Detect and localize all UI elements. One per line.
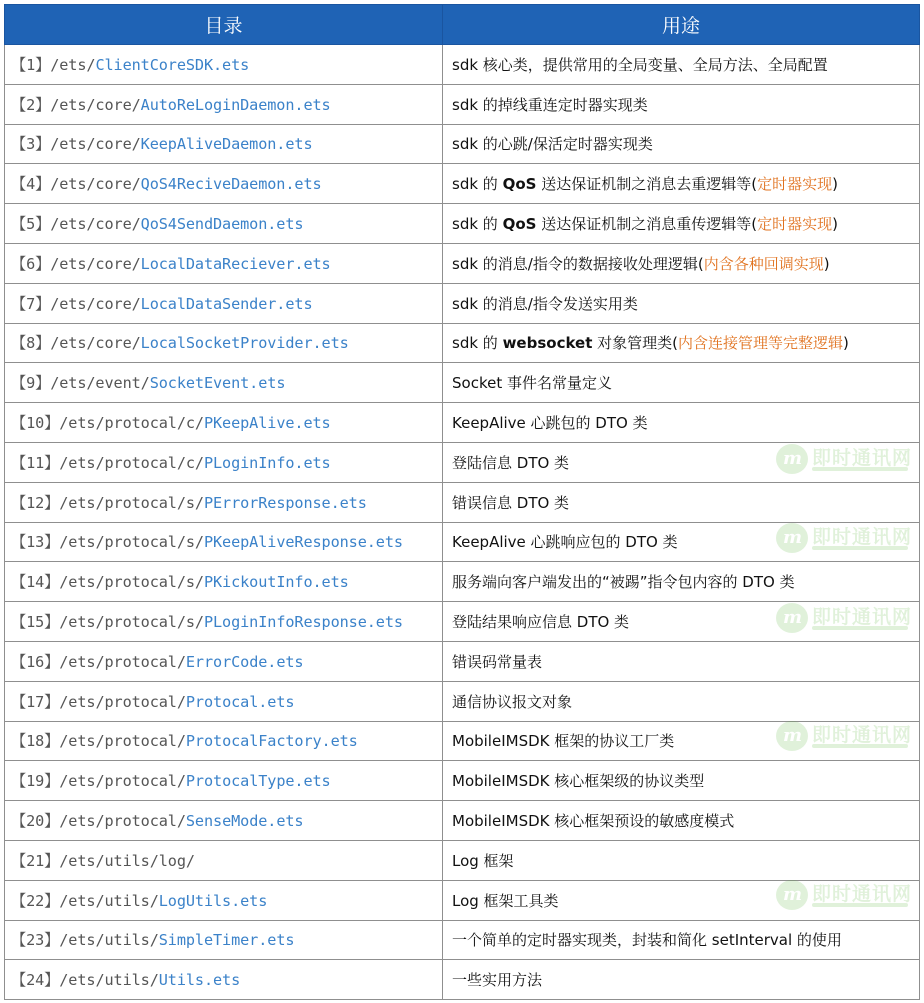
purpose-cell (443, 84, 920, 124)
purpose-text: ) (843, 334, 849, 353)
table-row (5, 323, 920, 363)
table-header-row (5, 5, 920, 45)
file-name-link: ErrorCode.ets (185, 652, 304, 671)
directory-path: /ets/utils/ (59, 931, 159, 950)
purpose-text: ) (832, 175, 838, 194)
purpose-cell (443, 243, 920, 283)
watermark-logo-letter: m (783, 448, 803, 469)
purpose-text: KeepAlive 心跳响应包的 DTO 类 (452, 533, 678, 552)
purpose-bold-term: websocket (502, 334, 593, 353)
directory-cell (5, 283, 443, 323)
file-name-link: ProtocalType.ets (185, 772, 331, 791)
row-index: 【11】 (11, 453, 60, 472)
table-row (5, 482, 920, 522)
file-name-link: LocalDataSender.ets (140, 294, 313, 313)
purpose-text: MobileIMSDK 框架的协议工厂类 (452, 732, 675, 751)
table-row (5, 45, 920, 85)
directory-path: /ets/protocal/ (59, 772, 186, 791)
purpose-text: sdk 的 (452, 334, 503, 353)
purpose-text: 通信协议报文对象 (452, 692, 573, 711)
row-index: 【1】 (11, 55, 51, 74)
purpose-cell (443, 880, 920, 920)
row-index: 【21】 (11, 851, 60, 870)
table-row (5, 522, 920, 562)
watermark-logo-letter: m (783, 884, 803, 905)
watermark-text: 即时通讯网 (812, 606, 913, 628)
purpose-highlight: 内含连接管理等完整逻辑 (678, 334, 844, 353)
row-index: 【4】 (11, 175, 51, 194)
file-name-link: SenseMode.ets (185, 812, 304, 831)
purpose-text: ) (832, 215, 838, 234)
directory-path: /ets/core/ (50, 175, 141, 194)
directory-cell (5, 761, 443, 801)
purpose-cell (443, 363, 920, 403)
purpose-text: Log 框架工具类 (452, 891, 559, 910)
file-name-link: PLoginInfoResponse.ets (203, 613, 403, 632)
directory-cell (5, 124, 443, 164)
directory-cell (5, 602, 443, 642)
directory-cell (5, 721, 443, 761)
file-name-link: Utils.ets (158, 971, 241, 990)
row-index: 【18】 (11, 732, 60, 751)
file-directory-table (4, 4, 920, 1000)
file-name-link: PErrorResponse.ets (203, 493, 367, 512)
file-name-link: PKickoutInfo.ets (203, 573, 349, 592)
table-row (5, 880, 920, 920)
purpose-text: 错误信息 DTO 类 (452, 493, 570, 512)
row-index: 【20】 (11, 812, 60, 831)
row-index: 【22】 (11, 891, 60, 910)
row-index: 【19】 (11, 772, 60, 791)
file-name-link: ProtocalFactory.ets (185, 732, 358, 751)
directory-path: /ets/protocal/s/ (59, 613, 204, 632)
purpose-cell (443, 761, 920, 801)
directory-path: /ets/protocal/c/ (59, 453, 204, 472)
table-row (5, 681, 920, 721)
purpose-text: 登陆信息 DTO 类 (452, 453, 570, 472)
row-index: 【15】 (11, 613, 60, 632)
row-index: 【12】 (11, 493, 60, 512)
directory-path: /ets/protocal/c/ (59, 414, 204, 433)
table-row (5, 243, 920, 283)
directory-path: /ets/core/ (50, 215, 141, 234)
row-index: 【14】 (11, 573, 60, 592)
row-index: 【16】 (11, 652, 60, 671)
directory-path: /ets/core/ (50, 135, 141, 154)
directory-path: /ets/utils/ (59, 891, 159, 910)
file-name-link: QoS4SendDaemon.ets (140, 215, 304, 234)
watermark-text: 即时通讯网 (812, 526, 913, 548)
watermark-logo-letter: m (783, 607, 803, 628)
file-name-link: PKeepAliveResponse.ets (203, 533, 403, 552)
purpose-cell (443, 403, 920, 443)
purpose-text: sdk 的 (452, 175, 503, 194)
purpose-text: MobileIMSDK 核心框架预设的敏感度模式 (452, 812, 735, 831)
directory-cell (5, 243, 443, 283)
directory-cell (5, 880, 443, 920)
file-name-link: PLoginInfo.ets (203, 453, 331, 472)
purpose-cell (443, 681, 920, 721)
file-name-link: Protocal.ets (185, 692, 295, 711)
directory-cell (5, 641, 443, 681)
purpose-bold-term: QoS (502, 215, 537, 234)
table-row (5, 84, 920, 124)
row-index: 【5】 (11, 215, 51, 234)
directory-cell (5, 801, 443, 841)
table-row (5, 960, 920, 1000)
table-row (5, 562, 920, 602)
purpose-text: MobileIMSDK 核心框架级的协议类型 (452, 772, 705, 791)
purpose-text: sdk 的消息/指令的数据接收处理逻辑( (452, 254, 704, 273)
table-row (5, 283, 920, 323)
directory-path: /ets/protocal/s/ (59, 573, 204, 592)
watermark-text: 即时通讯网 (812, 724, 913, 746)
row-index: 【9】 (11, 374, 51, 393)
purpose-cell (443, 920, 920, 960)
directory-cell (5, 164, 443, 204)
table-row (5, 721, 920, 761)
purpose-text: 一些实用方法 (452, 971, 543, 990)
file-name-link: ClientCoreSDK.ets (95, 55, 250, 74)
purpose-text: sdk 核心类，提供常用的全局变量、全局方法、全局配置 (452, 55, 828, 74)
row-index: 【17】 (11, 692, 60, 711)
table-row (5, 442, 920, 482)
purpose-text: 一个简单的定时器实现类，封装和简化 setInterval 的使用 (452, 931, 842, 950)
purpose-cell (443, 45, 920, 85)
purpose-cell (443, 323, 920, 363)
row-index: 【3】 (11, 135, 51, 154)
directory-cell (5, 45, 443, 85)
purpose-cell (443, 283, 920, 323)
row-index: 【13】 (11, 533, 60, 552)
table-row (5, 641, 920, 681)
directory-path: /ets/protocal/ (59, 732, 186, 751)
table-row (5, 403, 920, 443)
purpose-text: sdk 的心跳/保活定时器实现类 (452, 135, 653, 154)
header-purpose: 用途 (443, 5, 920, 45)
purpose-text: 送达保证机制之消息去重逻辑等( (536, 175, 758, 194)
directory-cell (5, 204, 443, 244)
purpose-cell (443, 641, 920, 681)
table-row (5, 164, 920, 204)
directory-path: /ets/protocal/ (59, 652, 186, 671)
purpose-text: ) (823, 254, 830, 273)
purpose-cell (443, 522, 920, 562)
directory-path: /ets/event/ (50, 374, 150, 393)
directory-path: /ets/core/ (50, 254, 141, 273)
purpose-cell (443, 602, 920, 642)
watermark-text: 即时通讯网 (812, 447, 913, 469)
directory-cell (5, 84, 443, 124)
file-name-link: AutoReLoginDaemon.ets (140, 95, 331, 114)
purpose-cell (443, 960, 920, 1000)
directory-cell (5, 960, 443, 1000)
file-name-link: LocalDataReciever.ets (140, 254, 331, 273)
purpose-highlight: 定时器实现 (757, 175, 833, 194)
purpose-cell (443, 721, 920, 761)
purpose-text: sdk 的 (452, 215, 503, 234)
watermark-logo-letter: m (783, 527, 803, 548)
purpose-text: sdk 的掉线重连定时器实现类 (452, 95, 648, 114)
purpose-cell (443, 442, 920, 482)
directory-path: /ets/protocal/ (59, 692, 186, 711)
directory-path: /ets/utils/ (59, 971, 159, 990)
table-row (5, 363, 920, 403)
purpose-cell (443, 204, 920, 244)
purpose-text: 服务端向客户端发出的“被踢”指令包内容的 DTO 类 (452, 573, 795, 592)
table-row (5, 602, 920, 642)
row-index: 【2】 (11, 95, 51, 114)
table-row (5, 840, 920, 880)
directory-path: /ets/protocal/s/ (59, 533, 204, 552)
row-index: 【6】 (11, 254, 51, 273)
purpose-cell (443, 801, 920, 841)
directory-path: /ets/protocal/s/ (59, 493, 204, 512)
file-name-link: SimpleTimer.ets (158, 931, 295, 950)
header-directory: 目录 (5, 5, 443, 45)
file-name-link: PKeepAlive.ets (203, 414, 331, 433)
table-row (5, 204, 920, 244)
directory-cell (5, 442, 443, 482)
purpose-text: KeepAlive 心跳包的 DTO 类 (452, 414, 648, 433)
table-row (5, 801, 920, 841)
directory-path: /ets/utils/log/ (59, 851, 195, 870)
file-name-link: SocketEvent.ets (149, 374, 286, 393)
purpose-text: 对象管理类( (592, 334, 678, 353)
watermark-text: 即时通讯网 (812, 883, 913, 905)
purpose-text: 登陆结果响应信息 DTO 类 (452, 613, 630, 632)
directory-cell (5, 920, 443, 960)
purpose-cell (443, 562, 920, 602)
directory-path: /ets/protocal/ (59, 812, 186, 831)
directory-cell (5, 681, 443, 721)
purpose-cell (443, 124, 920, 164)
purpose-text: 送达保证机制之消息重传逻辑等( (536, 215, 758, 234)
table-row (5, 920, 920, 960)
purpose-text: Log 框架 (452, 851, 514, 870)
table-row (5, 124, 920, 164)
directory-cell (5, 482, 443, 522)
table-body (5, 45, 920, 1000)
purpose-text: Socket 事件名常量定义 (452, 374, 612, 393)
purpose-cell (443, 164, 920, 204)
file-name-link: KeepAliveDaemon.ets (140, 135, 313, 154)
row-index: 【10】 (11, 414, 60, 433)
directory-cell (5, 323, 443, 363)
purpose-bold-term: QoS (502, 175, 537, 194)
row-index: 【23】 (11, 931, 60, 950)
directory-path: /ets/core/ (50, 294, 141, 313)
directory-path: /ets/core/ (50, 95, 141, 114)
directory-cell (5, 363, 443, 403)
purpose-highlight: 定时器实现 (757, 215, 833, 234)
directory-cell (5, 403, 443, 443)
row-index: 【24】 (11, 971, 60, 990)
directory-cell (5, 840, 443, 880)
directory-cell (5, 522, 443, 562)
purpose-text: sdk 的消息/指令发送实用类 (452, 294, 638, 313)
file-name-link: LogUtils.ets (158, 891, 268, 910)
directory-path: /ets/ (50, 55, 96, 74)
row-index: 【7】 (11, 294, 51, 313)
row-index: 【8】 (11, 334, 51, 353)
purpose-highlight: 内含各种回调实现 (703, 254, 824, 273)
watermark-logo-letter: m (783, 725, 803, 746)
directory-cell (5, 562, 443, 602)
purpose-text: 错误码常量表 (452, 652, 543, 671)
directory-path: /ets/core/ (50, 334, 141, 353)
file-name-link: LocalSocketProvider.ets (140, 334, 349, 353)
table-row (5, 761, 920, 801)
purpose-cell (443, 840, 920, 880)
file-name-link: QoS4ReciveDaemon.ets (140, 175, 322, 194)
purpose-cell (443, 482, 920, 522)
